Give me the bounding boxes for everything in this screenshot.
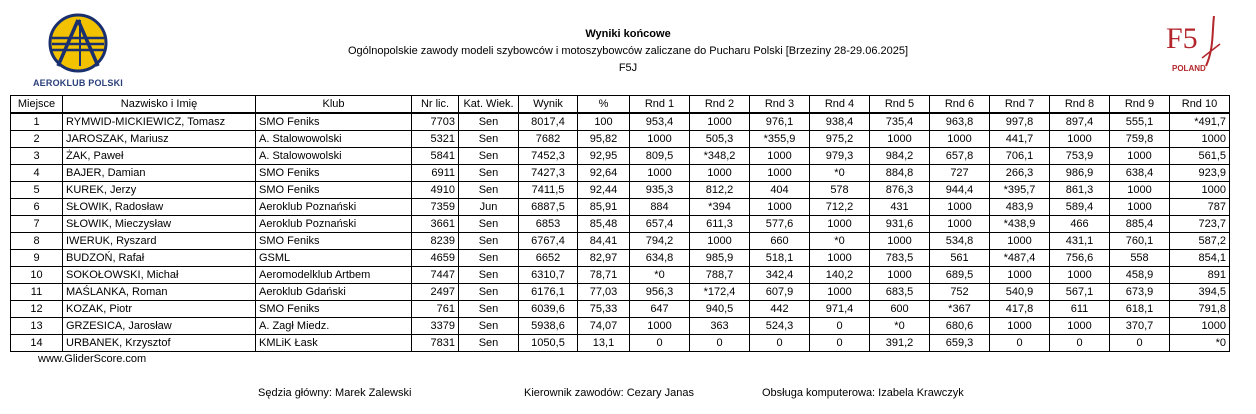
cell-rnd-6: 1000 [930,216,990,233]
cell-percent: 85,91 [578,199,630,216]
cell-rnd-7: *487,4 [990,250,1050,267]
cell-kat-wiek: Sen [459,267,519,284]
table-row [11,267,1230,284]
cell-kat-wiek: Sen [459,165,519,182]
cell-rnd-6: 963,8 [930,113,990,131]
col-rnd-6: Rnd 6 [930,96,990,114]
cell-kat-wiek: Sen [459,233,519,250]
cell-percent: 77,03 [578,284,630,301]
col-rnd-4: Rnd 4 [810,96,870,114]
cell-rnd-8: 0 [1050,335,1110,352]
cell-rnd-8: 756,6 [1050,250,1110,267]
cell-rnd-7: 417,8 [990,301,1050,318]
cell-rnd-5: 783,5 [870,250,930,267]
svg-text:F5: F5 [1166,22,1198,55]
poland-label: POLAND [1172,64,1206,73]
col-miejsce: Miejsce [11,96,63,114]
cell-rnd-7: 1000 [990,267,1050,284]
cell-klub: KMLiK Łask [256,335,412,352]
cell-rnd-5: 984,2 [870,148,930,165]
cell-rnd-5: *0 [870,318,930,335]
cell-rnd-1: 1000 [630,318,690,335]
cell-rnd-7: 1000 [990,233,1050,250]
cell-rnd-2: 1000 [690,233,750,250]
cell-wynik: 6310,7 [519,267,578,284]
cell-kat-wiek: Sen [459,318,519,335]
cell-rnd-1: 956,3 [630,284,690,301]
cell-rnd-5: 600 [870,301,930,318]
cell-nr-lic: 3661 [412,216,459,233]
cell-rnd-2: 0 [690,335,750,352]
table-row [11,165,1230,182]
cell-klub: A. Stalowowolski [256,148,412,165]
cell-rnd-3: *355,9 [750,131,810,148]
col-rnd-3: Rnd 3 [750,96,810,114]
cell-rnd-1: *0 [630,267,690,284]
col-klub: Klub [256,96,412,114]
cell-rnd-1: 634,8 [630,250,690,267]
cell-rnd-7: 266,3 [990,165,1050,182]
cell-rnd-10: 1000 [1170,131,1230,148]
cell-nr-lic: 6911 [412,165,459,182]
cell-rnd-4: 1000 [810,250,870,267]
cell-nr-lic: 3379 [412,318,459,335]
cell-wynik: 6039,6 [519,301,578,318]
col-rnd-2: Rnd 2 [690,96,750,114]
cell-rnd-2: 1000 [690,165,750,182]
cell-rnd-10: 561,5 [1170,148,1230,165]
cell-rnd-3: 524,3 [750,318,810,335]
table-row [11,250,1230,267]
cell-rnd-1: 647 [630,301,690,318]
cell-rnd-1: 0 [630,335,690,352]
cell-klub: SMO Feniks [256,301,412,318]
cell-miejsce: 14 [11,335,63,352]
cell-percent: 82,97 [578,250,630,267]
cell-nazwisko: IWERUK, Ryszard [63,233,256,250]
cell-nr-lic: 5841 [412,148,459,165]
cell-rnd-5: 431 [870,199,930,216]
cell-rnd-6: 534,8 [930,233,990,250]
col-rnd-8: Rnd 8 [1050,96,1110,114]
cell-rnd-8: 567,1 [1050,284,1110,301]
cell-rnd-6: 727 [930,165,990,182]
cell-rnd-3: 976,1 [750,113,810,131]
computer-operator-label: Obsługa komputerowa: Izabela Krawczyk [762,387,964,399]
cell-percent: 74,07 [578,318,630,335]
cell-klub: SMO Feniks [256,182,412,199]
table-row [11,131,1230,148]
cell-rnd-5: 735,4 [870,113,930,131]
cell-rnd-4: 1000 [810,284,870,301]
cell-nazwisko: SŁOWIK, Mieczysław [63,216,256,233]
cell-rnd-10: 587,2 [1170,233,1230,250]
event-subtitle: Ogólnopolskie zawody modeli szybowców i motoszybowców zaliczane do Pucharu Polski [Brzeziny 28-29.06.2025] [347,45,909,57]
cell-rnd-7: 706,1 [990,148,1050,165]
cell-percent: 75,33 [578,301,630,318]
aeroklub-polski-label: AEROKLUB POLSKI [32,78,123,88]
cell-rnd-4: 0 [810,318,870,335]
cell-rnd-2: *394 [690,199,750,216]
cell-percent: 85,48 [578,216,630,233]
cell-rnd-4: 140,2 [810,267,870,284]
cell-rnd-7: 0 [990,335,1050,352]
cell-rnd-9: 760,1 [1110,233,1170,250]
table-row [11,148,1230,165]
cell-rnd-3: 577,6 [750,216,810,233]
cell-nr-lic: 5321 [412,131,459,148]
cell-nr-lic: 761 [412,301,459,318]
cell-rnd-6: 1000 [930,199,990,216]
table-header-row [11,96,1230,114]
cell-rnd-4: 979,3 [810,148,870,165]
cell-nr-lic: 7447 [412,267,459,284]
cell-miejsce: 5 [11,182,63,199]
col-nr-lic: Nr lic. [412,96,459,114]
cell-wynik: 7682 [519,131,578,148]
cell-rnd-3: 1000 [750,148,810,165]
cell-rnd-4: 1000 [810,216,870,233]
cell-klub: Aeromodelklub Artbem [256,267,412,284]
cell-rnd-10: 1000 [1170,318,1230,335]
results-header [240,26,1016,77]
cell-rnd-5: 884,8 [870,165,930,182]
cell-rnd-3: 1000 [750,165,810,182]
cell-rnd-8: 431,1 [1050,233,1110,250]
cell-miejsce: 2 [11,131,63,148]
cell-rnd-1: 794,2 [630,233,690,250]
results-title: Wyniki końcowe [585,28,671,40]
cell-rnd-3: 607,9 [750,284,810,301]
col-kat-wiek: Kat. Wiek. [459,96,519,114]
cell-kat-wiek: Sen [459,284,519,301]
cell-wynik: 6767,4 [519,233,578,250]
col-rnd-10: Rnd 10 [1170,96,1230,114]
col-rnd-7: Rnd 7 [990,96,1050,114]
cell-rnd-1: 884 [630,199,690,216]
cell-miejsce: 12 [11,301,63,318]
cell-rnd-6: 1000 [930,131,990,148]
cell-klub: SMO Feniks [256,113,412,131]
cell-rnd-2: 363 [690,318,750,335]
cell-rnd-6: 561 [930,250,990,267]
cell-rnd-9: 885,4 [1110,216,1170,233]
cell-nr-lic: 8239 [412,233,459,250]
aeroklub-polski-logo [30,12,126,92]
cell-percent: 13,1 [578,335,630,352]
cell-rnd-6: 680,6 [930,318,990,335]
cell-kat-wiek: Sen [459,182,519,199]
cell-rnd-2: *348,2 [690,148,750,165]
cell-kat-wiek: Sen [459,301,519,318]
cell-nazwisko: ŻAK, Paweł [63,148,256,165]
cell-kat-wiek: Sen [459,216,519,233]
cell-rnd-10: 923,9 [1170,165,1230,182]
cell-rnd-7: 1000 [990,318,1050,335]
cell-rnd-10: *0 [1170,335,1230,352]
cell-rnd-8: 589,4 [1050,199,1110,216]
aeroklub-emblem-icon [40,12,116,78]
cell-rnd-5: 391,2 [870,335,930,352]
cell-rnd-5: 876,3 [870,182,930,199]
cell-wynik: 6853 [519,216,578,233]
cell-rnd-6: 944,4 [930,182,990,199]
cell-wynik: 7411,5 [519,182,578,199]
cell-rnd-1: 935,3 [630,182,690,199]
cell-klub: A. Stalowowolski [256,131,412,148]
cell-rnd-3: 442 [750,301,810,318]
cell-rnd-8: 1000 [1050,267,1110,284]
results-table [10,95,1230,352]
cell-rnd-2: *172,4 [690,284,750,301]
table-row [11,182,1230,199]
cell-rnd-5: 931,6 [870,216,930,233]
cell-percent: 92,44 [578,182,630,199]
cell-nazwisko: SOKOŁOWSKI, Michał [63,267,256,284]
cell-wynik: 6887,5 [519,199,578,216]
cell-rnd-9: 673,9 [1110,284,1170,301]
col-rnd-9: Rnd 9 [1110,96,1170,114]
cell-percent: 78,71 [578,267,630,284]
cell-wynik: 8017,4 [519,113,578,131]
director-label: Kierownik zawodów: Cezary Janas [524,387,694,399]
table-row [11,284,1230,301]
cell-wynik: 7427,3 [519,165,578,182]
cell-miejsce: 3 [11,148,63,165]
cell-nr-lic: 7703 [412,113,459,131]
cell-rnd-2: 812,2 [690,182,750,199]
cell-nr-lic: 4659 [412,250,459,267]
cell-rnd-1: 1000 [630,165,690,182]
cell-rnd-5: 1000 [870,267,930,284]
cell-miejsce: 6 [11,199,63,216]
cell-rnd-7: *395,7 [990,182,1050,199]
cell-rnd-2: 985,9 [690,250,750,267]
cell-rnd-4: *0 [810,233,870,250]
cell-kat-wiek: Jun [459,199,519,216]
cell-wynik: 6176,1 [519,284,578,301]
cell-rnd-9: 555,1 [1110,113,1170,131]
col-wynik: Wynik [519,96,578,114]
cell-miejsce: 10 [11,267,63,284]
cell-rnd-8: 1000 [1050,131,1110,148]
cell-rnd-6: 659,3 [930,335,990,352]
cell-rnd-4: 975,2 [810,131,870,148]
cell-nazwisko: JAROSZAK, Mariusz [63,131,256,148]
cell-nazwisko: SŁOWIK, Radosław [63,199,256,216]
cell-rnd-10: 394,5 [1170,284,1230,301]
table-row [11,199,1230,216]
col-percent: % [578,96,630,114]
cell-nazwisko: BAJER, Damian [63,165,256,182]
results-body [11,113,1230,352]
cell-miejsce: 13 [11,318,63,335]
cell-rnd-10: 723,7 [1170,216,1230,233]
cell-rnd-10: 787 [1170,199,1230,216]
competition-class: F5J [618,62,638,74]
cell-klub: Aeroklub Poznański [256,199,412,216]
cell-wynik: 7452,3 [519,148,578,165]
table-row [11,113,1230,131]
cell-rnd-8: 897,4 [1050,113,1110,131]
cell-wynik: 1050,5 [519,335,578,352]
cell-rnd-7: *438,9 [990,216,1050,233]
cell-rnd-3: 0 [750,335,810,352]
cell-rnd-9: 370,7 [1110,318,1170,335]
cell-rnd-4: 938,4 [810,113,870,131]
cell-rnd-7: 540,9 [990,284,1050,301]
cell-klub: SMO Feniks [256,165,412,182]
cell-rnd-6: 657,8 [930,148,990,165]
cell-rnd-5: 1000 [870,131,930,148]
cell-miejsce: 9 [11,250,63,267]
cell-rnd-7: 997,8 [990,113,1050,131]
cell-nazwisko: RYMWID-MICKIEWICZ, Tomasz [63,113,256,131]
cell-rnd-4: 712,2 [810,199,870,216]
table-row [11,335,1230,352]
cell-kat-wiek: Sen [459,148,519,165]
cell-rnd-4: 0 [810,335,870,352]
cell-kat-wiek: Sen [459,250,519,267]
cell-kat-wiek: Sen [459,335,519,352]
cell-rnd-3: 1000 [750,199,810,216]
cell-rnd-1: 657,4 [630,216,690,233]
cell-rnd-8: 986,9 [1050,165,1110,182]
cell-klub: Aeroklub Poznański [256,216,412,233]
cell-nazwisko: KUREK, Jerzy [63,182,256,199]
cell-rnd-5: 683,5 [870,284,930,301]
cell-klub: SMO Feniks [256,233,412,250]
cell-rnd-9: 618,1 [1110,301,1170,318]
col-rnd-5: Rnd 5 [870,96,930,114]
cell-rnd-2: 1000 [690,113,750,131]
cell-rnd-8: 466 [1050,216,1110,233]
cell-kat-wiek: Sen [459,131,519,148]
cell-rnd-7: 441,7 [990,131,1050,148]
cell-rnd-1: 953,4 [630,113,690,131]
cell-rnd-8: 753,9 [1050,148,1110,165]
cell-rnd-10: 891 [1170,267,1230,284]
cell-nr-lic: 7831 [412,335,459,352]
cell-percent: 92,95 [578,148,630,165]
cell-nazwisko: MAŚLANKA, Roman [63,284,256,301]
cell-rnd-4: 971,4 [810,301,870,318]
cell-wynik: 5938,6 [519,318,578,335]
cell-nr-lic: 4910 [412,182,459,199]
cell-percent: 95,82 [578,131,630,148]
cell-miejsce: 1 [11,113,63,131]
cell-rnd-3: 518,1 [750,250,810,267]
cell-miejsce: 11 [11,284,63,301]
cell-rnd-9: 1000 [1110,148,1170,165]
cell-rnd-8: 611 [1050,301,1110,318]
cell-rnd-1: 809,5 [630,148,690,165]
cell-rnd-5: 1000 [870,233,930,250]
cell-rnd-6: 752 [930,284,990,301]
cell-miejsce: 7 [11,216,63,233]
cell-rnd-8: 861,3 [1050,182,1110,199]
cell-rnd-2: 940,5 [690,301,750,318]
cell-rnd-3: 660 [750,233,810,250]
cell-miejsce: 8 [11,233,63,250]
table-row [11,216,1230,233]
cell-rnd-4: *0 [810,165,870,182]
cell-nazwisko: BUDZOŃ, Rafał [63,250,256,267]
cell-rnd-10: *491,7 [1170,113,1230,131]
cell-rnd-4: 578 [810,182,870,199]
cell-klub: GSML [256,250,412,267]
table-row [11,301,1230,318]
cell-rnd-7: 483,9 [990,199,1050,216]
cell-nr-lic: 2497 [412,284,459,301]
cell-percent: 92,64 [578,165,630,182]
cell-wynik: 6652 [519,250,578,267]
cell-rnd-6: 689,5 [930,267,990,284]
cell-rnd-10: 854,1 [1170,250,1230,267]
cell-rnd-9: 0 [1110,335,1170,352]
cell-nazwisko: KOZAK, Piotr [63,301,256,318]
cell-rnd-10: 791,8 [1170,301,1230,318]
cell-rnd-2: 505,3 [690,131,750,148]
cell-nr-lic: 7359 [412,199,459,216]
website-label: www.GliderScore.com [38,353,147,365]
cell-klub: Aeroklub Gdański [256,284,412,301]
cell-percent: 100 [578,113,630,131]
f5j-poland-logo [1162,14,1232,84]
cell-rnd-9: 458,9 [1110,267,1170,284]
f5j-emblem-icon [1162,14,1232,70]
cell-rnd-6: *367 [930,301,990,318]
cell-klub: A. Zagł Miedz. [256,318,412,335]
col-rnd-1: Rnd 1 [630,96,690,114]
cell-kat-wiek: Sen [459,113,519,131]
cell-rnd-8: 1000 [1050,318,1110,335]
cell-miejsce: 4 [11,165,63,182]
col-nazwisko: Nazwisko i Imię [63,96,256,114]
cell-rnd-9: 1000 [1110,182,1170,199]
table-row [11,318,1230,335]
cell-rnd-9: 558 [1110,250,1170,267]
cell-rnd-3: 404 [750,182,810,199]
cell-rnd-9: 759,8 [1110,131,1170,148]
cell-rnd-9: 638,4 [1110,165,1170,182]
cell-rnd-10: 1000 [1170,182,1230,199]
judge-label: Sędzia główny: Marek Zalewski [258,387,412,399]
cell-nazwisko: URBANEK, Krzysztof [63,335,256,352]
cell-nazwisko: GRZESICA, Jarosław [63,318,256,335]
cell-rnd-9: 1000 [1110,199,1170,216]
cell-rnd-2: 611,3 [690,216,750,233]
cell-rnd-3: 342,4 [750,267,810,284]
cell-percent: 84,41 [578,233,630,250]
cell-rnd-2: 788,7 [690,267,750,284]
table-row [11,233,1230,250]
cell-rnd-1: 1000 [630,131,690,148]
